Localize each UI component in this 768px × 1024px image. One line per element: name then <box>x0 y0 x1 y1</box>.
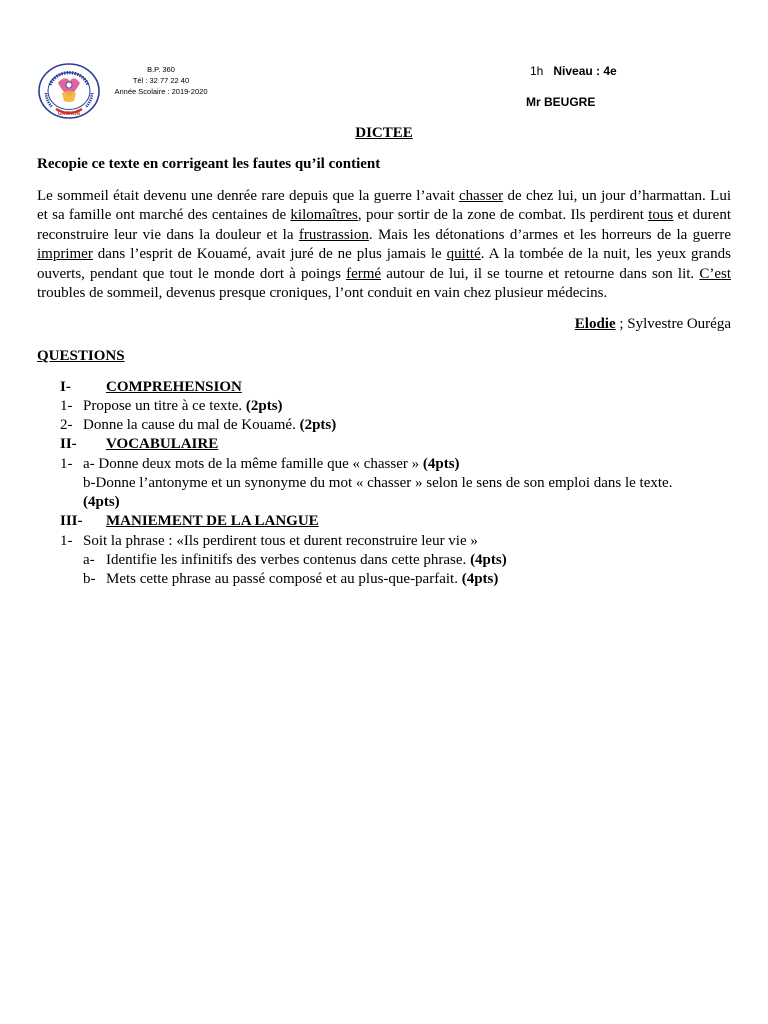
questions-heading: QUESTIONS <box>37 348 125 364</box>
section-number: III- <box>60 513 83 529</box>
error-word: imprimer <box>37 246 93 263</box>
section-number: I- <box>60 379 71 395</box>
text-segment: autour de lui, il se tourne et retourne dans son lit. <box>381 265 700 282</box>
error-word: fermé <box>346 265 382 282</box>
logo-city-text: GAGNOA <box>57 111 81 117</box>
section-title: MANIEMENT DE LA LANGUE <box>106 513 319 529</box>
question-points-line <box>83 494 120 511</box>
text-segment: . A la tombée de la nuit, les yeux grands ouverts, pendant que tout le monde dort à poings <box>37 246 732 282</box>
author-rest: ; Sylvestre Ouréga <box>615 316 731 332</box>
question-number: b- <box>83 571 96 587</box>
exam-level: Niveau : 4e <box>553 64 617 78</box>
section-title: COMPREHENSION <box>106 379 242 395</box>
text-segment: dans l’esprit de Kouamé, avait juré de ne plus jamais le <box>92 246 447 263</box>
question-text: Propose un titre à ce texte. <box>83 398 246 414</box>
text-segment: de chez lui, un jour d’harmattan. Lui et sa famille ont marché des centaines de <box>37 188 731 224</box>
question-number: 1- <box>60 533 73 549</box>
question-points: (2pts) <box>299 417 337 433</box>
question-points: (4pts) <box>470 552 507 568</box>
question-points: (4pts) <box>461 571 499 587</box>
question-number: 1- <box>60 456 73 472</box>
question-item <box>60 456 460 473</box>
text-segment: troubles de sommeil, devenus presque croniques, l’ont conduit en vain chez plusieur médecins. <box>37 285 608 302</box>
school-year: Année Scolaire : 2019-2020 <box>114 87 208 96</box>
question-text: Identifie les infinitifs des verbes contenus dans cette phrase. <box>106 552 471 568</box>
question-points: (4pts) <box>422 456 460 472</box>
error-word: chasser <box>458 188 504 204</box>
question-item <box>60 417 337 434</box>
school-bp: B.P. 360 <box>147 65 175 74</box>
teacher-name: Mr BEUGRE <box>526 95 596 109</box>
question-points: (4pts) <box>83 494 120 510</box>
section-number: II- <box>60 436 77 452</box>
text-segment: Le sommeil était devenu une denrée rare depuis que la guerre l’avait <box>37 188 459 204</box>
question-text: Mets cette phrase au passé composé et au plus-que-parfait. <box>106 571 462 587</box>
question-text: a- Donne deux mots de la même famille que « chasser » <box>83 456 423 472</box>
page-title: DICTEE <box>355 125 413 141</box>
question-text: b-Donne l’antonyme et un synonyme du mot « chasser » selon le sens de son emploi dans le texte. <box>83 475 673 491</box>
text-segment: . Mais les détonations d’armes et les horreurs de la guerre <box>368 226 731 243</box>
section-title: VOCABULAIRE <box>106 436 219 452</box>
school-phone: Tél : 32 77 22 40 <box>132 76 190 85</box>
question-text: Donne la cause du mal de Kouamé. <box>83 417 300 433</box>
question-item <box>83 475 672 492</box>
question-points: (2pts) <box>245 398 283 414</box>
question-item <box>83 571 499 588</box>
author-line <box>575 316 731 333</box>
text-segment: et durent reconstruire leur vie dans la douleur et la <box>37 207 731 243</box>
text-segment: , pour sortir de la zone de combat. Ils perdirent <box>357 207 649 224</box>
question-item <box>83 552 507 569</box>
school-logo <box>38 63 100 119</box>
instruction: Recopie ce texte en corrigeant les fautes qu’il contient <box>37 156 381 172</box>
question-text: Soit la phrase : «Ils perdirent tous et durent reconstruire leur vie » <box>83 533 478 549</box>
dictation-text <box>37 187 731 303</box>
section-maniement <box>60 513 319 530</box>
error-word: tous <box>648 207 674 224</box>
error-word: quitté <box>446 246 481 263</box>
author-name: Elodie <box>574 316 616 332</box>
error-word: frustrassion <box>298 226 369 243</box>
question-number: a- <box>83 552 95 568</box>
section-comprehension <box>60 379 242 396</box>
section-vocabulaire <box>60 436 219 453</box>
question-number: 2- <box>60 417 73 433</box>
exam-duration: 1h <box>530 64 544 78</box>
question-item <box>60 533 478 550</box>
school-info <box>104 64 218 97</box>
exam-duration-level <box>530 64 617 78</box>
error-word: kilomaîtres <box>290 207 358 224</box>
question-number: 1- <box>60 398 73 414</box>
error-word: C’est <box>699 265 731 282</box>
question-item <box>60 398 283 415</box>
